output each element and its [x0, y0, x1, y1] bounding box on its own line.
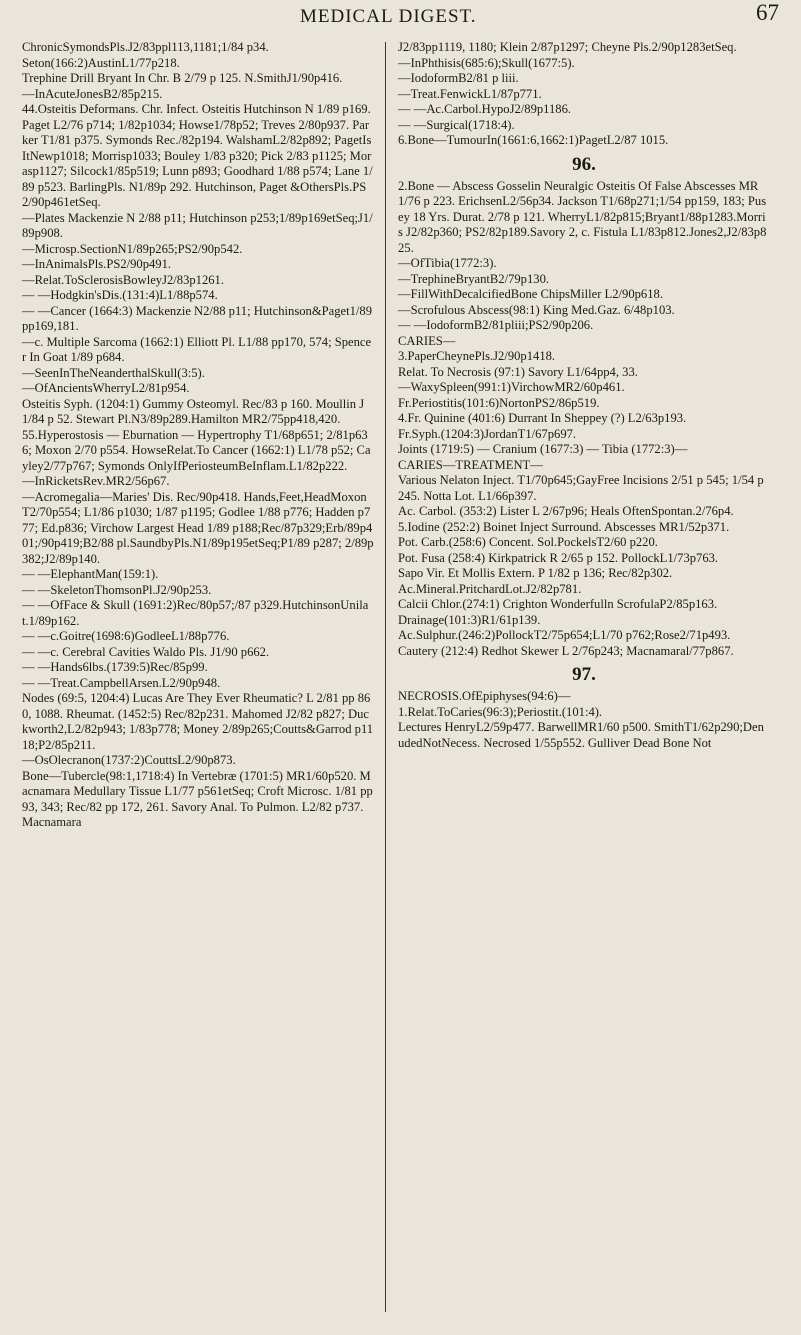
index-entry: Various Nelaton Inject. T1/70p645;GayFree Incisions 2/51 p 545; 1/54 p 245. Notta Lot. L1/66p397.: [398, 473, 764, 503]
page-header: [0, 0, 801, 38]
index-entry: —InAcuteJonesB2/85p215.: [22, 86, 163, 101]
index-entry: —Relat.ToSclerosisBowleyJ2/83p1261.: [22, 272, 225, 287]
index-entry: — —Treat.CampbellArsen.L2/90p948.: [22, 675, 221, 690]
index-entry: — —Hands6lbs.(1739:5)Rec/85p99.: [22, 660, 208, 674]
column-divider: [385, 42, 386, 1312]
index-entry: ChronicSymondsPls.J2/83ppl113,1181;1/84 p34.: [22, 40, 269, 54]
index-entry: — —Hodgkin'sDis.(131:4)L1/88p574.: [22, 288, 218, 302]
index-entry: —InRicketsRev.MR2/56p67.: [22, 474, 170, 488]
index-entry: CARIES—TREATMENT—: [398, 457, 543, 472]
right-column-bottom: [398, 689, 770, 751]
index-entry: Ac.Sulphur.(246:2)PollockT2/75p654;L1/70 p762;Rose2/71p493.: [398, 628, 731, 642]
index-entry: — —IodoformB2/81pliii;PS2/90p206.: [398, 318, 594, 332]
index-entry: 55.Hyperostosis — Eburnation — Hypertrophy T1/68p651; 2/81p636; Moxon 2/70 p554. HowseRelat.To Cancer (1662:1) L1/78 p52; Cayley2/77p767; Symonds OnlyIfPeriosteumBeInflam.L1/82p222.: [22, 427, 371, 473]
index-entry: —SeenInTheNeanderthalSkull(3:5).: [22, 365, 205, 380]
index-entry: Bone—Tubercle(98:1,1718:4) In Vertebræ (1701:5) MR1/60p520. Macnamara Medullary Tissue L1/77 p561etSeq; Croft Microsc. 1/81 pp93, 343; Rec/82 pp 172, 261. Savory Anal. To Pulmon. L2/82 p737. Macnamara: [22, 768, 373, 829]
index-entry: Relat. To Necrosis (97:1) Savory L1/64pp4, 33.: [398, 364, 638, 379]
index-entry: —Microsp.SectionN1/89p265;PS2/90p542.: [22, 241, 243, 256]
index-entry: Fr.Syph.(1204:3)JordanT1/67p697.: [398, 426, 577, 441]
index-entry: —c. Multiple Sarcoma (1662:1) Elliott Pl. L1/88 pp170, 574; Spencer In Goat 1/89 p684.: [22, 334, 372, 364]
index-entry: — —Surgical(1718:4).: [398, 117, 515, 132]
right-column-top: [398, 40, 770, 149]
index-entry: Seton(166:2)AustinL1/77p218.: [22, 55, 180, 70]
index-entry: 1.Relat.ToCaries(96:3);Periostit.(101:4).: [398, 704, 603, 719]
section-number-97: 97.: [572, 664, 596, 685]
index-entry: Sapo Vir. Et Mollis Extern. P 1/82 p 136; Rec/82p302.: [398, 566, 673, 580]
index-entry: Pot. Carb.(258:6) Concent. Sol.PockelsT2/60 p220.: [398, 535, 658, 549]
index-entry: 4.Fr. Quinine (401:6) Durrant In Sheppey (?) L2/63p193.: [398, 411, 687, 425]
index-entry: NECROSIS.OfEpiphyses(94:6)—: [398, 689, 571, 703]
index-entry: Lectures HenryL2/59p477. BarwellMR1/60 p500. SmithT1/62p290;DenudedNotNecess. Necrosed 1/55p552. Gulliver Dead Bone Not: [398, 720, 764, 750]
index-entry: —OfAncientsWherryL2/81p954.: [22, 381, 190, 395]
index-entry: —Plates Mackenzie N 2/88 p11; Hutchinson p253;1/89p169etSeq;J1/89p908.: [22, 210, 373, 240]
index-entry: —Acromegalia—Maries' Dis. Rec/90p418. Hands,Feet,HeadMoxonT2/70p554; L1/86 p1030; 1/87 p1195; Godlee 1/88 p776; Hadden p777; Ed.p836; Virchow Largest Head 1/89 p188;Rec/87p329;Erb/89p401;/90p419;B2/88 pl.SaundbyPls.N1/89p195etSeq;P1/89 p287; 2/89p382;J2/89p140.: [22, 489, 374, 566]
index-entry: 2.Bone — Abscess Gosselin Neuralgic Osteitis Of False Abscesses MR 1/76 p 223. ErichsenL2/56p34. Jackson T1/68p271;1/54 pp159, 183; Pusey 18 Yrs. Durat. 2/78 p 121. WherryL1/82p815;Bryant1/88p1283.Morris J2/82p360; PS2/82p189.Savory 2, c. Fistula L1/83p812.Jones2,J2/83p825.: [398, 178, 767, 255]
index-entry: Drainage(101:3)R1/61p139.: [398, 612, 541, 627]
index-entry: — —Cancer (1664:3) Mackenzie N2/88 p11; Hutchinson&Paget1/89pp169,181.: [22, 303, 372, 333]
index-entry: Nodes (69:5, 1204:4) Lucas Are They Ever Rheumatic? L 2/81 pp 860, 1088. Rheumat. (1452:5) Rec/82p231. Mahomed J2/82 p827; Duckworth2,L2/82p943; 1/83p778; Money 2/89p265;Coutts&Garrod p1118;P2/85p211.: [22, 691, 374, 752]
index-entry: —OfTibia(1772:3).: [398, 256, 497, 270]
index-entry: Joints (1719:5) — Cranium (1677:3) — Tibia (1772:3)—: [398, 442, 688, 456]
index-entry: CARIES—: [398, 333, 456, 348]
index-entry: — —c.Goitre(1698:6)GodleeL1/88p776.: [22, 629, 230, 643]
index-entry: Fr.Periostitis(101:6)NortonPS2/86p519.: [398, 395, 600, 410]
index-entry: — —Ac.Carbol.HypoJ2/89p1186.: [398, 102, 572, 116]
index-entry: 6.Bone—TumourIn(1661:6,1662:1)PagetL2/87 1015.: [398, 133, 669, 147]
index-entry: 44.Osteitis Deformans. Chr. Infect. Osteitis Hutchinson N 1/89 p169. Paget L2/76 p714; 1/82p1034; Howse1/78p52; Treves 2/80p937. Parker T1/81 p375. Symonds Rec./82p194. WalshamL2/82p892; PagetIsItNewp1018; Morrisp1033; Bouley 1/83 p320; Pick 2/83 p1125; Morasp1127; Silcock1/85p519; Lunn p893; Goodhard 1/88 p574; Lane 1/89 p523. BarlingPls. N1/89p 292. Hutchinson, Paget &OthersPls.PS2/90p461etSeq.: [22, 102, 373, 209]
index-entry: —IodoformB2/81 p liii.: [398, 71, 519, 85]
index-entry: Pot. Fusa (258:4) Kirkpatrick R 2/65 p 152. PollockL1/73p763.: [398, 550, 719, 565]
page-number: 67: [756, 0, 779, 25]
index-entry: —InPhthisis(685:6);Skull(1677:5).: [398, 55, 575, 70]
index-entry: —Scrofulous Abscess(98:1) King Med.Gaz. 6/48p103.: [398, 302, 675, 317]
index-entry: —InAnimalsPls.PS2/90p491.: [22, 257, 172, 271]
left-column: [22, 40, 374, 831]
index-entry: Trephine Drill Bryant In Chr. B 2/79 p 125. N.SmithJ1/90p416.: [22, 71, 343, 85]
index-entry: —TrephineBryantB2/79p130.: [398, 271, 550, 286]
index-entry: —Treat.FenwickL1/87p771.: [398, 86, 542, 101]
index-entry: 5.Iodine (252:2) Boinet Inject Surround. Abscesses MR1/52p371.: [398, 519, 730, 534]
index-entry: —WaxySpleen(991:1)VirchowMR2/60p461.: [398, 380, 625, 394]
index-entry: —OsOlecranon(1737:2)CouttsL2/90p873.: [22, 753, 236, 767]
index-entry: — —c. Cerebral Cavities Waldo Pls. J1/90 p662.: [22, 644, 270, 659]
index-entry: 3.PaperCheynePls.J2/90p1418.: [398, 349, 556, 363]
running-head: MEDICAL DIGEST.: [300, 6, 477, 27]
index-entry: — —ElephantMan(159:1).: [22, 567, 159, 581]
index-entry: Cautery (212:4) Redhot Skewer L 2/76p243; Macnamaral/77p867.: [398, 643, 734, 658]
index-entry: Calcii Chlor.(274:1) Crighton Wonderfulln ScrofulaP2/85p163.: [398, 597, 718, 611]
index-entry: Ac.Mineral.PritchardLot.J2/82p781.: [398, 581, 582, 596]
right-column-middle: [398, 179, 770, 660]
right-column: [398, 40, 770, 751]
index-entry: — —OfFace & Skull (1691:2)Rec/80p57;/87 p329.HutchinsonUnilat.1/89p162.: [22, 598, 369, 628]
section-number-96: 96.: [572, 153, 596, 175]
index-entry: Ac. Carbol. (353:2) Lister L 2/67p96; Heals OftenSpontan.2/76p4.: [398, 504, 734, 518]
index-entry: — —SkeletonThomsonPl.J2/90p253.: [22, 582, 212, 597]
index-entry: Osteitis Syph. (1204:1) Gummy Osteomyl. Rec/83 p 160. Moullin J 1/84 p 52. Stewart Pl.N3/89p289.Hamilton MR2/75pp418,420.: [22, 396, 365, 426]
index-entry: —FillWithDecalcifiedBone ChipsMiller L2/90p618.: [398, 287, 663, 301]
index-entry: J2/83pp1119, 1180; Klein 2/87p1297; Cheyne Pls.2/90p1283etSeq.: [398, 40, 737, 54]
